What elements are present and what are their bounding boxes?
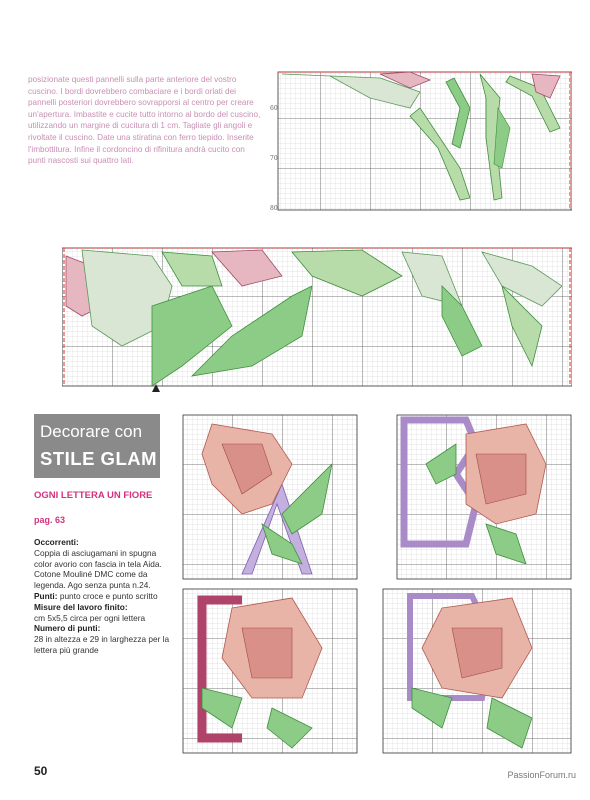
misure-text: cm 5x5,5 circa per ogni lettera — [34, 612, 146, 623]
row-label-80: 80 — [270, 205, 278, 212]
letter-chart-d — [382, 588, 572, 754]
section-banner — [34, 414, 160, 478]
occorrenti-label: Occorrenti: — [34, 537, 79, 547]
letter-chart-b — [396, 414, 572, 580]
top-chart-svg — [270, 68, 572, 212]
article-title: OGNI LETTERA UN FIORE — [34, 490, 153, 501]
letter-chart-a — [182, 414, 358, 580]
wide-chart — [62, 246, 572, 396]
footer-watermark: PassionForum.ru — [507, 770, 576, 780]
wide-chart-svg — [62, 246, 572, 396]
intro-paragraph: posizionate questi pannelli sulla parte anteriore del vostro cuscino. I bordi dovrebbero combaciare e i bordi orlati dei pannelli posteriori dovrebbero sovrapporsi al centro per creare un'apertura. Imbastite e cucite tutto intorno al bordo del cuscino, utilizzando un margine di cucitura di 1 cm. Tagliate gli angoli e rivoltate il cuscino. Date una stiratina con ferro tiepido. Inserite l'imbottitura. Infine il cordoncino di rifinitura andrà cucito con punti nascosti sui quattro lati. — [28, 75, 261, 166]
page-reference: pag. 63 — [34, 515, 66, 525]
occorrenti-text: Coppia di asciugamani in spugna color avorio con fascia in tela Aida. Cotone Mouliné DMC come da legenda. Ago senza punta n.24. — [34, 547, 162, 591]
letter-chart-c — [182, 588, 358, 754]
numero-text: 28 in altezza e 29 in larghezza per la lettera più grande — [34, 634, 170, 655]
top-chart-fragment — [270, 68, 572, 212]
row-label-70: 70 — [270, 155, 278, 162]
numero-label: Numero di punti: — [34, 623, 101, 634]
banner-line2: STILE GLAM — [40, 448, 158, 469]
misure-label: Misure del lavoro finito: — [34, 601, 128, 612]
punti-text: punto croce e punto scritto — [59, 590, 158, 601]
banner-line1: Decorare con — [40, 422, 143, 441]
punti-label: Punti: — [34, 590, 58, 601]
row-label-60: 60 — [270, 105, 278, 112]
page-number: 50 — [34, 764, 48, 778]
materials-info — [34, 537, 174, 656]
